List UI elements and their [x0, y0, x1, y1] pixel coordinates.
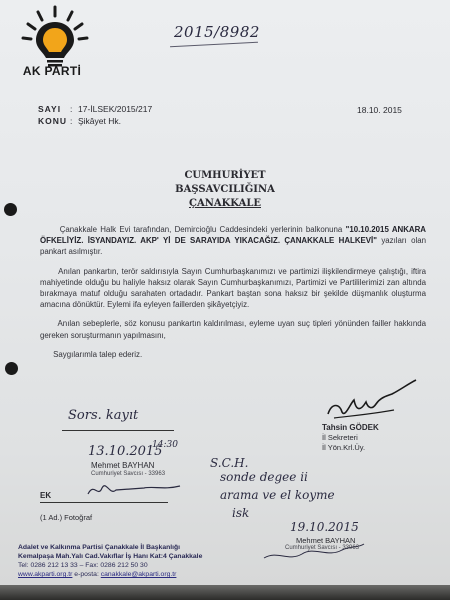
- email-link[interactable]: canakkale@akparti.org.tr: [100, 571, 177, 578]
- stamp-divider: [62, 430, 174, 431]
- signatory-name: Tahsin GÖDEK: [322, 423, 379, 432]
- handwritten-note-line: isk: [232, 506, 250, 520]
- footer-phones: Tel: 0286 212 13 33 – Fax: 0286 212 50 30: [18, 562, 148, 569]
- signatory-role-2: İl Yön.Krl.Üy.: [322, 443, 366, 452]
- handwritten-note-heading: S.C.H.: [210, 456, 249, 470]
- prosecutor-stamp-title: Cumhuriyet Savcısı - 33963: [91, 471, 166, 477]
- prosecutor-stamp-title: Cumhuriyet Savcısı - 33963: [285, 545, 360, 551]
- footer-organization: Adalet ve Kalkınma Partisi Çanakkale İl Başkanlığı: [18, 544, 181, 551]
- addressee: [145, 169, 305, 211]
- signatory-role-1: İl Sekreteri: [322, 433, 358, 442]
- party-logo-text: AK PARTİ: [22, 64, 82, 78]
- handwritten-underline: [170, 42, 258, 48]
- email-label: e-posta:: [74, 571, 99, 578]
- reference-row: SAYI : 17-İLSEK/2015/217: [38, 104, 153, 114]
- punch-hole: [4, 203, 17, 216]
- sayi-label: SAYI: [38, 104, 62, 114]
- paragraph-1: Çanakkale Halk Evi tarafından, Demircioğlu Caddesindeki yerlerinin balkonuna "10.10.2015 ANKARA ÖFKELİYİZ. İSYANDAYIZ. AKP' Yİ DE SARAYIDA YIKACAĞIZ. ÇANAKKALE HALKEVİ" yazıları olan pankart asılmıştır.: [40, 225, 427, 257]
- letter-date: 18.10. 2015: [357, 105, 402, 115]
- konu-label: KONU: [38, 116, 68, 126]
- letter-body: [40, 224, 426, 368]
- paragraph-4: Saygılarımla talep ederiz.: [53, 349, 143, 359]
- handwritten-note-line: arama ve el koyme: [220, 488, 335, 502]
- prosecutor-stamp-name: Mehmet BAYHAN: [296, 536, 356, 545]
- subject-row: KONU : Şikâyet Hk.: [38, 116, 121, 126]
- handwritten-note-line: sonde degee ii: [220, 470, 308, 484]
- signature-scribble: [320, 374, 420, 424]
- paragraph-3: Anılan sebeplerle, söz konusu pankartın kaldırılması, eyleme uyan suç tipleri yönünden failler hakkında gereken soruşturmanın yapılmasını,: [40, 319, 426, 340]
- stamp-signature-scribble: [84, 476, 184, 502]
- handwritten-received-note: Sors. kayıt: [68, 408, 139, 423]
- letter-footer: [18, 543, 202, 579]
- website-link[interactable]: www.akparti.org.tr: [18, 571, 73, 578]
- footer-contact: [18, 570, 202, 579]
- handwritten-received-time: 14:30: [152, 440, 178, 450]
- konu-value: Şikâyet Hk.: [78, 116, 121, 126]
- paragraph-2: Anılan pankartın, terör saldırısıyla Sayın Cumhurbaşkanımızı ve partimizi ilişkilendirmeye çalıştığı, iftira mahiyetinde olduğu bu haliyle haksız olarak Sayın Cumhurbaşkanımızı, Partimizi ve Partililerimizi zan altında bırakmaya matuf olduğu sarahaten ortadadır. Pankart baştan sona haksız bir şekilde düşmanlık oluşturma amacına dönüktür. Eylemi ifa eyleyen faillerden şikâyetçiyiz.: [40, 266, 426, 310]
- punch-hole: [5, 362, 18, 375]
- sayi-value: 17-İLSEK/2015/217: [78, 104, 153, 114]
- attachments-divider: [40, 502, 168, 503]
- photo-background-edge: [0, 585, 450, 600]
- handwritten-file-number: 2015/8982: [174, 23, 260, 41]
- prosecutor-stamp-name: Mehmet BAYHAN: [91, 461, 155, 470]
- footer-address: Kemalpaşa Mah.Yalı Cad.Vakıflar İş Hanı Kat:4 Çanakkale: [18, 553, 203, 560]
- attachment-item: (1 Ad.) Fotoğraf: [40, 513, 93, 522]
- addressee-line-2: ÇANAKKALE: [188, 198, 261, 209]
- addressee-line-1: CUMHURİYET BAŞSAVCILIĞINA: [175, 170, 275, 195]
- handwritten-received-date: 13.10.2015: [88, 444, 163, 459]
- banner-quote: "10.10.2015 ANKARA ÖFKELİYİZ. İSYANDAYIZ. AKP' Yİ DE SARAYIDA YIKACAĞIZ. ÇANAKKALE HALKEVİ": [40, 225, 427, 246]
- attachments-label: EK: [40, 491, 52, 500]
- handwritten-second-date: 19.10.2015: [290, 520, 359, 534]
- signatory-block: [322, 423, 379, 453]
